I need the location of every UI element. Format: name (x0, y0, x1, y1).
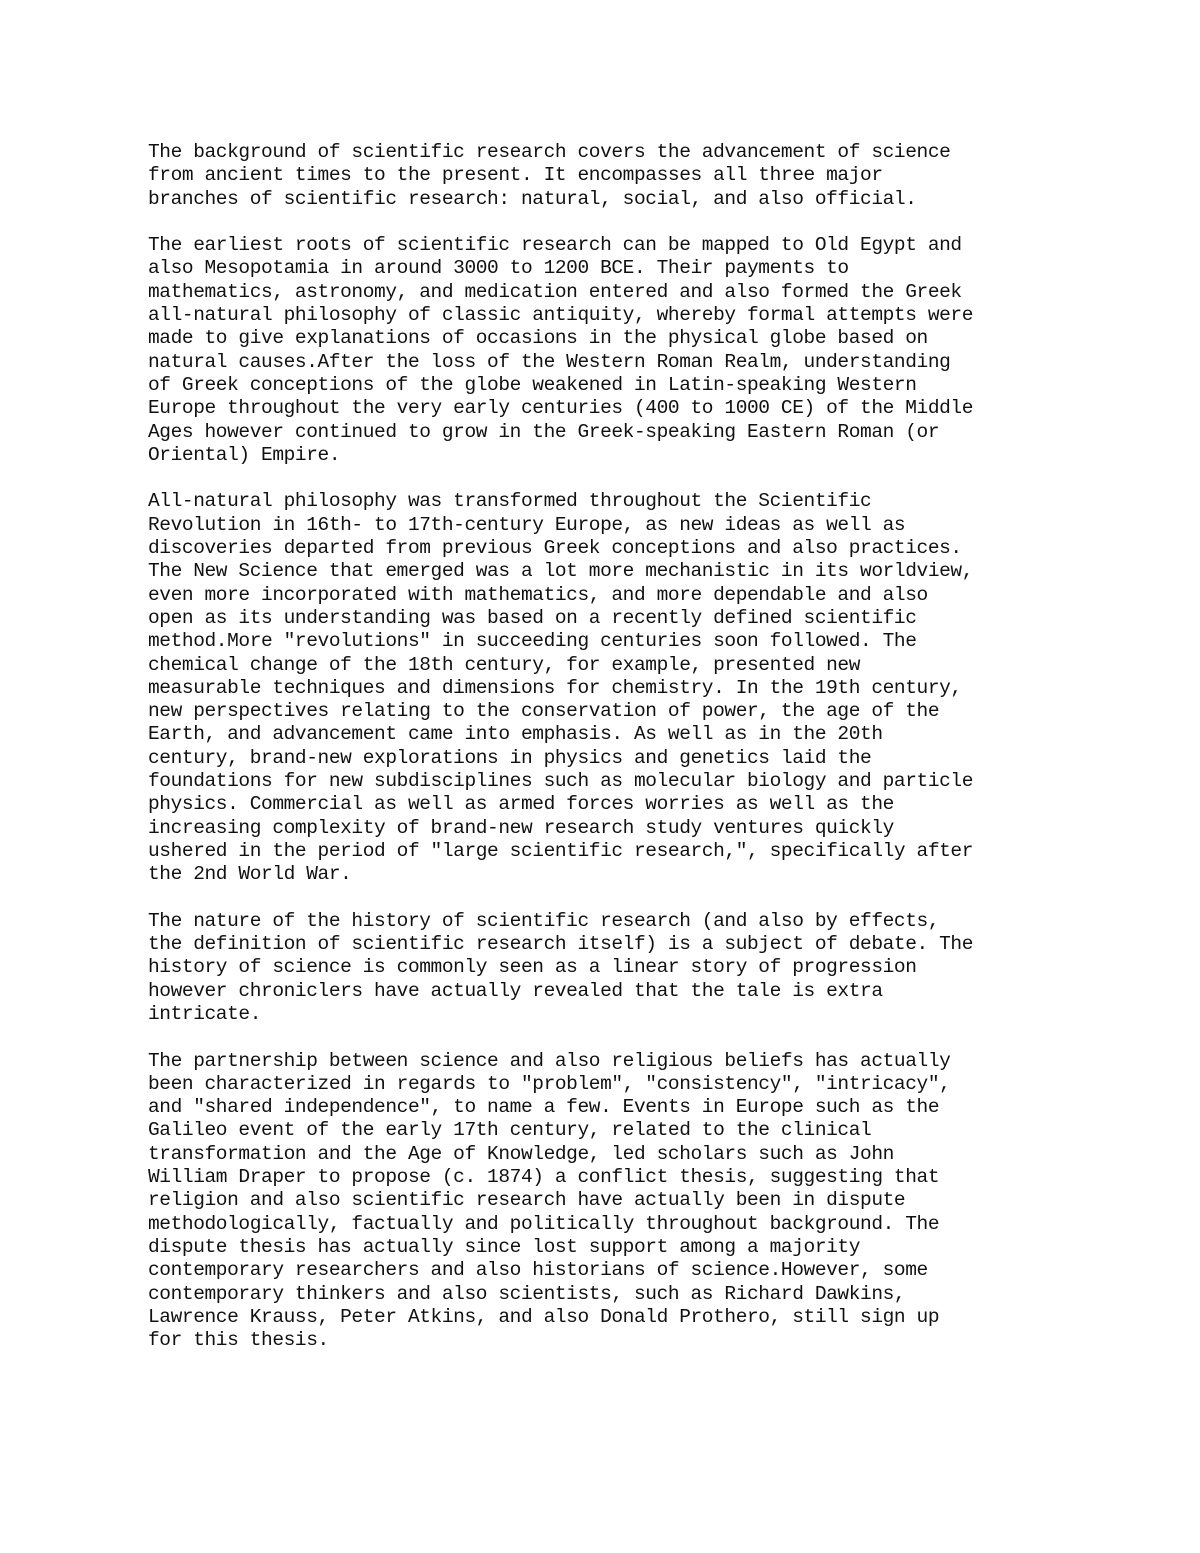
paragraph-earliest-roots (148, 234, 1148, 467)
text-line: All-natural philosophy was transformed throughout the Scientific (148, 490, 872, 513)
text-line: even more incorporated with mathematics, and more dependable and also (148, 583, 928, 606)
text-line: The nature of the history of scientific research (and also by effects, (148, 909, 940, 932)
text-line: foundations for new subdisciplines such as molecular biology and particle (148, 770, 974, 793)
text-line: transformation and the Age of Knowledge, led scholars such as John (148, 1142, 894, 1165)
text-line: Earth, and advancement came into emphasis. As well as in the 20th (148, 723, 883, 746)
text-line: measurable techniques and dimensions for chemistry. In the 19th century, (148, 676, 962, 699)
text-line: religion and also scientific research have actually been in dispute (148, 1189, 906, 1212)
paragraph-science-and-religion (148, 1050, 1148, 1353)
text-line: open as its understanding was based on a recently defined scientific (148, 606, 917, 629)
text-line: method.More "revolutions" in succeeding centuries soon followed. The (148, 630, 917, 653)
text-line: natural causes.After the loss of the Western Roman Realm, understanding (148, 350, 951, 373)
text-line: all-natural philosophy of classic antiquity, whereby formal attempts were (148, 304, 974, 327)
text-line: Lawrence Krauss, Peter Atkins, and also Donald Prothero, still sign up (148, 1305, 940, 1328)
text-line: been characterized in regards to "problem", "consistency", "intricacy", (148, 1072, 951, 1095)
text-line: of Greek conceptions of the globe weakened in Latin-speaking Western (148, 373, 917, 396)
text-line: made to give explanations of occasions in the physical globe based on (148, 327, 928, 350)
text-line: The background of scientific research covers the advancement of science (148, 141, 951, 163)
paragraph-scientific-revolution (148, 490, 1148, 886)
text-line: Europe throughout the very early centuries (400 to 1000 CE) of the Middle (148, 397, 974, 420)
text-line: The partnership between science and also religious beliefs has actually (148, 1049, 951, 1072)
text-line: for this thesis. (148, 1329, 329, 1352)
text-line: Oriental) Empire. (148, 443, 341, 466)
text-line: century, brand-new explorations in physics and genetics laid the (148, 746, 872, 769)
text-line: branches of scientific research: natural, social, and also official. (148, 187, 917, 210)
text-line: increasing complexity of brand-new research study ventures quickly (148, 816, 894, 839)
text-line: intricate. (148, 1002, 262, 1025)
text-line: methodologically, factually and politically throughout background. The (148, 1212, 940, 1235)
text-line: dispute thesis has actually since lost support among a majority (148, 1235, 861, 1258)
text-line: discoveries departed from previous Greek conceptions and also practices. (148, 537, 962, 560)
document-body (148, 141, 1148, 1376)
text-line: history of science is commonly seen as a linear story of progression (148, 956, 917, 979)
text-line: physics. Commercial as well as armed forces worries as well as the (148, 793, 894, 816)
text-line: however chroniclers have actually revealed that the tale is extra (148, 979, 883, 1002)
paragraph-nature-of-history (148, 910, 1148, 1026)
text-line: Ages however continued to grow in the Greek-speaking Eastern Roman (or (148, 420, 940, 443)
text-line: The New Science that emerged was a lot more mechanistic in its worldview, (148, 560, 974, 583)
text-line: Galileo event of the early 17th century, related to the clinical (148, 1119, 872, 1142)
text-line: also Mesopotamia in around 3000 to 1200 BCE. Their payments to (148, 257, 849, 280)
text-line: Revolution in 16th- to 17th-century Europe, as new ideas as well as (148, 513, 906, 536)
text-line: from ancient times to the present. It encompasses all three major (148, 164, 883, 187)
text-line: mathematics, astronomy, and medication entered and also formed the Greek (148, 280, 962, 303)
text-line: The earliest roots of scientific research can be mapped to Old Egypt and (148, 234, 962, 257)
text-line: chemical change of the 18th century, for example, presented new (148, 653, 861, 676)
text-line: contemporary researchers and also historians of science.However, some (148, 1259, 928, 1282)
text-line: William Draper to propose (c. 1874) a conflict thesis, suggesting that (148, 1166, 940, 1189)
text-line: the 2nd World War. (148, 863, 352, 886)
text-line: and "shared independence", to name a few. Events in Europe such as the (148, 1096, 940, 1119)
text-line: contemporary thinkers and also scientists, such as Richard Dawkins, (148, 1282, 906, 1305)
text-line: ushered in the period of "large scientific research,", specifically after (148, 839, 974, 862)
text-line: the definition of scientific research itself) is a subject of debate. The (148, 933, 974, 956)
text-line: new perspectives relating to the conservation of power, the age of the (148, 700, 940, 723)
paragraph-history-overview (148, 141, 1148, 211)
